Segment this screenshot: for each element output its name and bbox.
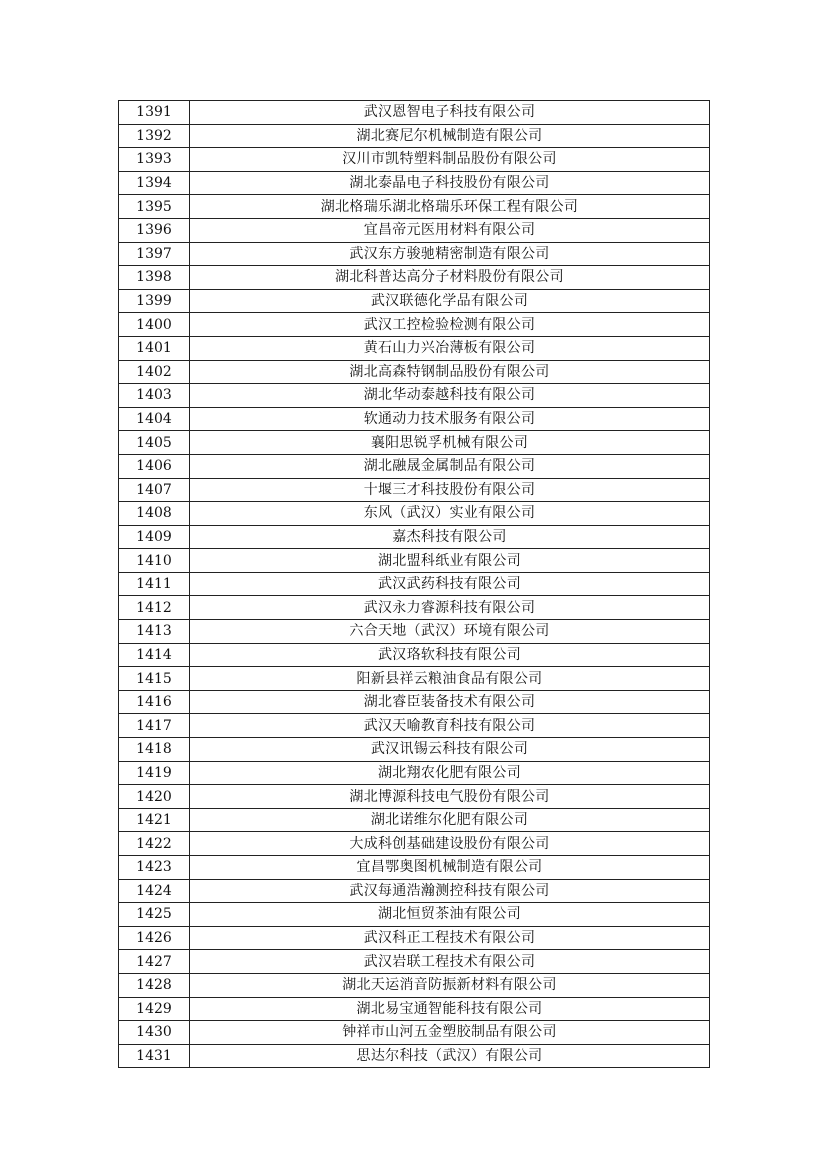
row-number: 1417 bbox=[119, 714, 190, 738]
row-number: 1392 bbox=[119, 124, 190, 148]
row-number: 1398 bbox=[119, 266, 190, 290]
row-number: 1424 bbox=[119, 879, 190, 903]
row-number: 1430 bbox=[119, 1021, 190, 1045]
company-name: 湖北博源科技电气股份有限公司 bbox=[190, 785, 710, 809]
company-name: 湖北格瑞乐湖北格瑞乐环保工程有限公司 bbox=[190, 195, 710, 219]
row-number: 1426 bbox=[119, 926, 190, 950]
row-number: 1413 bbox=[119, 620, 190, 644]
row-number: 1409 bbox=[119, 525, 190, 549]
company-name: 湖北盟科纸业有限公司 bbox=[190, 549, 710, 573]
table-row bbox=[119, 950, 710, 974]
row-number: 1395 bbox=[119, 195, 190, 219]
table-row bbox=[119, 761, 710, 785]
table-row bbox=[119, 572, 710, 596]
table-row bbox=[119, 549, 710, 573]
table-row bbox=[119, 1044, 710, 1068]
company-name: 湖北赛尼尔机械制造有限公司 bbox=[190, 124, 710, 148]
row-number: 1416 bbox=[119, 690, 190, 714]
table-row bbox=[119, 360, 710, 384]
table-row bbox=[119, 313, 710, 337]
table-row bbox=[119, 289, 710, 313]
row-number: 1410 bbox=[119, 549, 190, 573]
row-number: 1419 bbox=[119, 761, 190, 785]
company-name: 武汉工控检验检测有限公司 bbox=[190, 313, 710, 337]
row-number: 1403 bbox=[119, 384, 190, 408]
row-number: 1420 bbox=[119, 785, 190, 809]
company-name: 湖北融晟金属制品有限公司 bbox=[190, 454, 710, 478]
table-row bbox=[119, 384, 710, 408]
company-name: 武汉永力睿源科技有限公司 bbox=[190, 596, 710, 620]
company-name: 湖北恒贸茶油有限公司 bbox=[190, 903, 710, 927]
row-number: 1415 bbox=[119, 667, 190, 691]
table-row bbox=[119, 973, 710, 997]
table-row bbox=[119, 903, 710, 927]
table-row bbox=[119, 690, 710, 714]
row-number: 1391 bbox=[119, 101, 190, 125]
table-row bbox=[119, 478, 710, 502]
table-row bbox=[119, 336, 710, 360]
company-name: 宜昌鄂奥图机械制造有限公司 bbox=[190, 856, 710, 880]
row-number: 1406 bbox=[119, 454, 190, 478]
row-number: 1400 bbox=[119, 313, 190, 337]
company-name: 武汉天喻教育科技有限公司 bbox=[190, 714, 710, 738]
company-name: 湖北华动泰越科技有限公司 bbox=[190, 384, 710, 408]
row-number: 1422 bbox=[119, 832, 190, 856]
company-list-body bbox=[119, 101, 710, 1068]
table-row bbox=[119, 266, 710, 290]
company-name: 武汉每通浩瀚测控科技有限公司 bbox=[190, 879, 710, 903]
table-row bbox=[119, 997, 710, 1021]
table-row bbox=[119, 431, 710, 455]
table-row bbox=[119, 148, 710, 172]
company-name: 大成科创基础建设股份有限公司 bbox=[190, 832, 710, 856]
company-name: 湖北科普达高分子材料股份有限公司 bbox=[190, 266, 710, 290]
row-number: 1399 bbox=[119, 289, 190, 313]
table-row bbox=[119, 643, 710, 667]
company-name: 襄阳思锐孚机械有限公司 bbox=[190, 431, 710, 455]
row-number: 1405 bbox=[119, 431, 190, 455]
company-name: 汉川市凯特塑料制品股份有限公司 bbox=[190, 148, 710, 172]
company-name: 武汉科正工程技术有限公司 bbox=[190, 926, 710, 950]
company-name: 武汉恩智电子科技有限公司 bbox=[190, 101, 710, 125]
company-list-table-wrapper bbox=[118, 100, 708, 1068]
table-row bbox=[119, 738, 710, 762]
row-number: 1412 bbox=[119, 596, 190, 620]
row-number: 1394 bbox=[119, 171, 190, 195]
row-number: 1407 bbox=[119, 478, 190, 502]
company-list-table bbox=[118, 100, 710, 1068]
row-number: 1401 bbox=[119, 336, 190, 360]
company-name: 思达尔科技（武汉）有限公司 bbox=[190, 1044, 710, 1068]
company-name: 湖北睿臣装备技术有限公司 bbox=[190, 690, 710, 714]
row-number: 1418 bbox=[119, 738, 190, 762]
company-name: 武汉讯锡云科技有限公司 bbox=[190, 738, 710, 762]
company-name: 武汉联德化学品有限公司 bbox=[190, 289, 710, 313]
table-row bbox=[119, 407, 710, 431]
table-row bbox=[119, 101, 710, 125]
company-name: 湖北翔农化肥有限公司 bbox=[190, 761, 710, 785]
table-row bbox=[119, 832, 710, 856]
company-name: 软通动力技术服务有限公司 bbox=[190, 407, 710, 431]
row-number: 1429 bbox=[119, 997, 190, 1021]
row-number: 1423 bbox=[119, 856, 190, 880]
company-name: 阳新县祥云粮油食品有限公司 bbox=[190, 667, 710, 691]
table-row bbox=[119, 218, 710, 242]
table-row bbox=[119, 502, 710, 526]
row-number: 1427 bbox=[119, 950, 190, 974]
row-number: 1402 bbox=[119, 360, 190, 384]
table-row bbox=[119, 667, 710, 691]
row-number: 1404 bbox=[119, 407, 190, 431]
row-number: 1431 bbox=[119, 1044, 190, 1068]
table-row bbox=[119, 714, 710, 738]
row-number: 1397 bbox=[119, 242, 190, 266]
table-row bbox=[119, 785, 710, 809]
row-number: 1421 bbox=[119, 808, 190, 832]
company-name: 十堰三才科技股份有限公司 bbox=[190, 478, 710, 502]
table-row bbox=[119, 124, 710, 148]
table-row bbox=[119, 926, 710, 950]
row-number: 1396 bbox=[119, 218, 190, 242]
company-name: 东风（武汉）实业有限公司 bbox=[190, 502, 710, 526]
table-row bbox=[119, 808, 710, 832]
company-name: 武汉岩联工程技术有限公司 bbox=[190, 950, 710, 974]
table-row bbox=[119, 596, 710, 620]
table-row bbox=[119, 856, 710, 880]
company-name: 武汉东方骏驰精密制造有限公司 bbox=[190, 242, 710, 266]
table-row bbox=[119, 171, 710, 195]
company-name: 宜昌帝元医用材料有限公司 bbox=[190, 218, 710, 242]
table-row bbox=[119, 242, 710, 266]
table-row bbox=[119, 620, 710, 644]
table-row bbox=[119, 1021, 710, 1045]
row-number: 1393 bbox=[119, 148, 190, 172]
table-row bbox=[119, 195, 710, 219]
row-number: 1425 bbox=[119, 903, 190, 927]
row-number: 1408 bbox=[119, 502, 190, 526]
company-name: 六合天地（武汉）环境有限公司 bbox=[190, 620, 710, 644]
company-name: 黄石山力兴冶薄板有限公司 bbox=[190, 336, 710, 360]
row-number: 1428 bbox=[119, 973, 190, 997]
company-name: 湖北高森特钢制品股份有限公司 bbox=[190, 360, 710, 384]
company-name: 湖北天运消音防振新材料有限公司 bbox=[190, 973, 710, 997]
company-name: 湖北诺维尔化肥有限公司 bbox=[190, 808, 710, 832]
company-name: 嘉杰科技有限公司 bbox=[190, 525, 710, 549]
table-row bbox=[119, 525, 710, 549]
company-name: 钟祥市山河五金塑胶制品有限公司 bbox=[190, 1021, 710, 1045]
company-name: 武汉武药科技有限公司 bbox=[190, 572, 710, 596]
row-number: 1411 bbox=[119, 572, 190, 596]
row-number: 1414 bbox=[119, 643, 190, 667]
company-name: 湖北泰晶电子科技股份有限公司 bbox=[190, 171, 710, 195]
company-name: 武汉珞软科技有限公司 bbox=[190, 643, 710, 667]
company-name: 湖北易宝通智能科技有限公司 bbox=[190, 997, 710, 1021]
table-row bbox=[119, 879, 710, 903]
table-row bbox=[119, 454, 710, 478]
